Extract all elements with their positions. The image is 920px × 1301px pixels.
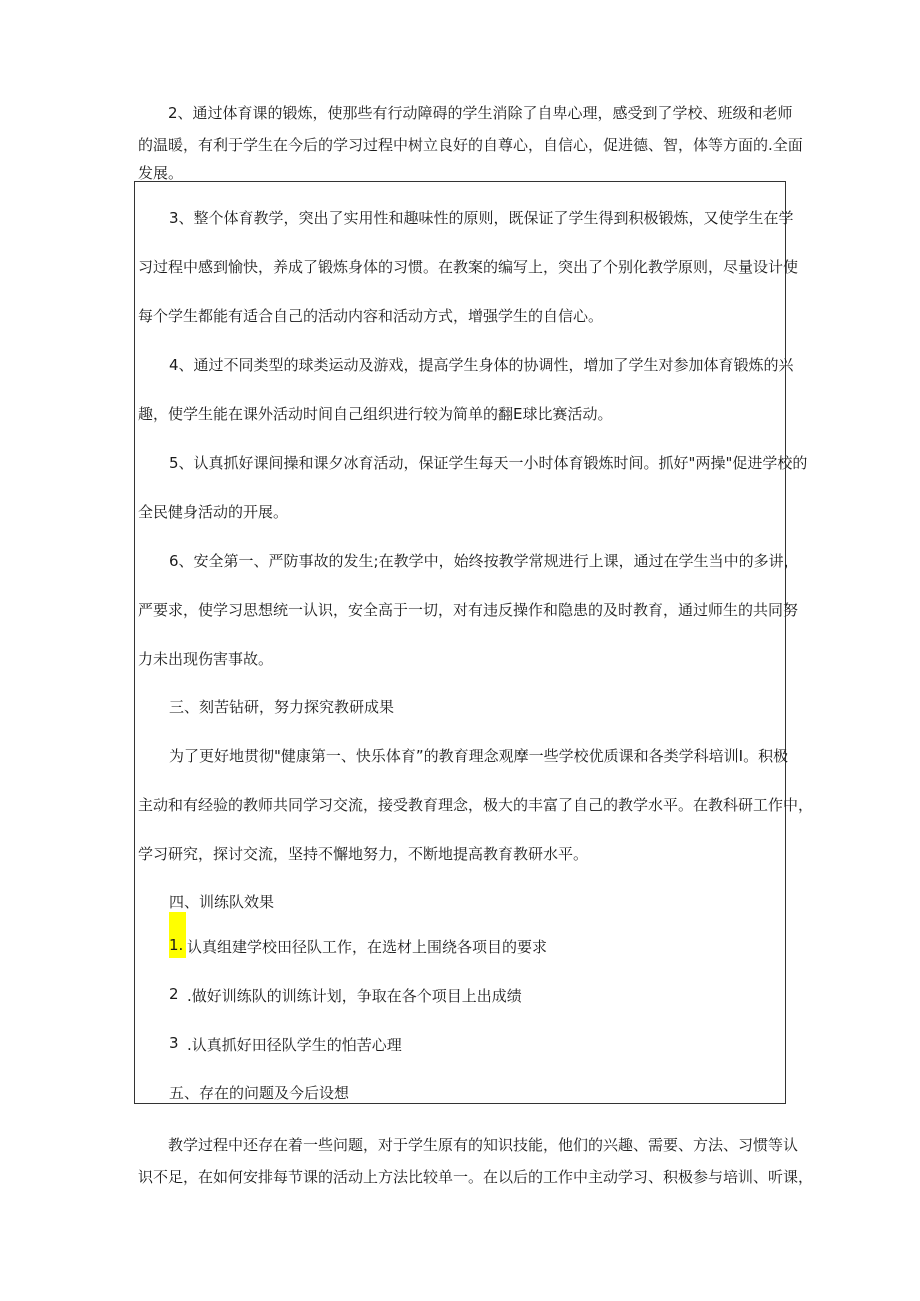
list-item: .认真抓好田径队学生的怕苦心理 [187, 1036, 402, 1054]
list-number: 2 [169, 985, 179, 1003]
text-line: 4、通过不同类型的球类运动及游戏，提高学生身体的协调性，增加了学生对参加体育锻炼的兴 [169, 356, 794, 374]
text-line: 识不足，在如何安排每节课的活动上方法比较单一。在以后的工作中主动学习、积极参与培训、听课， [138, 1168, 814, 1186]
text-line: 教学过程中还存在着一些问题，对于学生原有的知识技能，他们的兴趣、需要、方法、习惯等认 [168, 1136, 799, 1154]
text-line: 3、整个体育教学，突出了实用性和趣味性的原则，既保证了学生得到积极锻炼，又使学生在学 [169, 209, 794, 227]
text-line: 力未出现伤害事故。 [138, 650, 274, 668]
text-line: 全民健身活动的开展。 [138, 503, 289, 521]
text-line: 每个学生都能有适合自己的活动内容和活动方式，增强学生的自信心。 [138, 307, 604, 325]
section-heading: 五、存在的问题及今后设想 [169, 1084, 350, 1102]
text-line: 为了更好地贯彻"健康第一、快乐体育”的教育理念观摩一些学校优质课和各类学科培训I。积极 [169, 747, 789, 765]
text-line: 5、认真抓好课间操和课夕冰育活动，保证学生每天一小时体育锻炼时间。抓好"两操"促进学校的 [169, 454, 808, 472]
list-number: 3 [169, 1034, 179, 1052]
section-heading: 四、训练队效果 [169, 893, 275, 911]
text-line: 主动和有经验的教师共同学习交流，接受教育理念，极大的丰富了自己的教学水平。在教科研工作中， [138, 796, 814, 814]
text-line: 发展。 [138, 164, 184, 182]
list-number: 1. [169, 936, 184, 954]
list-item: 认真组建学校田径队工作，在选材上围绕各项目的要求 [187, 938, 548, 956]
list-item: .做好训练队的训练计划，争取在各个项目上出成绩 [187, 987, 522, 1005]
text-line: 趣，使学生能在课外活动时间自己组织进行较为简单的翻E球比赛活动。 [138, 405, 613, 423]
section-heading: 三、刻苦钻研，努力探究教研成果 [169, 698, 395, 716]
bordered-content-box [134, 181, 814, 1104]
text-line: 严要求，使学习思想统一认识，安全高于一切，对有违反操作和隐患的及时教育，通过师生的共同努 [138, 601, 799, 619]
text-line: 2、通过体育课的锻炼，使那些有行动障碍的学生消除了自卑心理，感受到了学校、班级和老师 [168, 104, 793, 122]
text-line: 6、安全第一、严防事故的发生;在教学中，始终按教学常规进行上课，通过在学生当中的多讲， [169, 552, 799, 570]
text-line: 学习研究，探讨交流，坚持不懈地努力，不断地提高教育教研水平。 [138, 845, 589, 863]
text-line: 习过程中感到愉快，养成了锻炼身体的习惯。在教案的编写上，突出了个别化教学原则，尽量设计使 [138, 258, 799, 276]
text-line: 的温暖，有利于学生在今后的学习过程中树立良好的自尊心，自信心，促进德、智，体等方面的.全面 [138, 136, 803, 154]
